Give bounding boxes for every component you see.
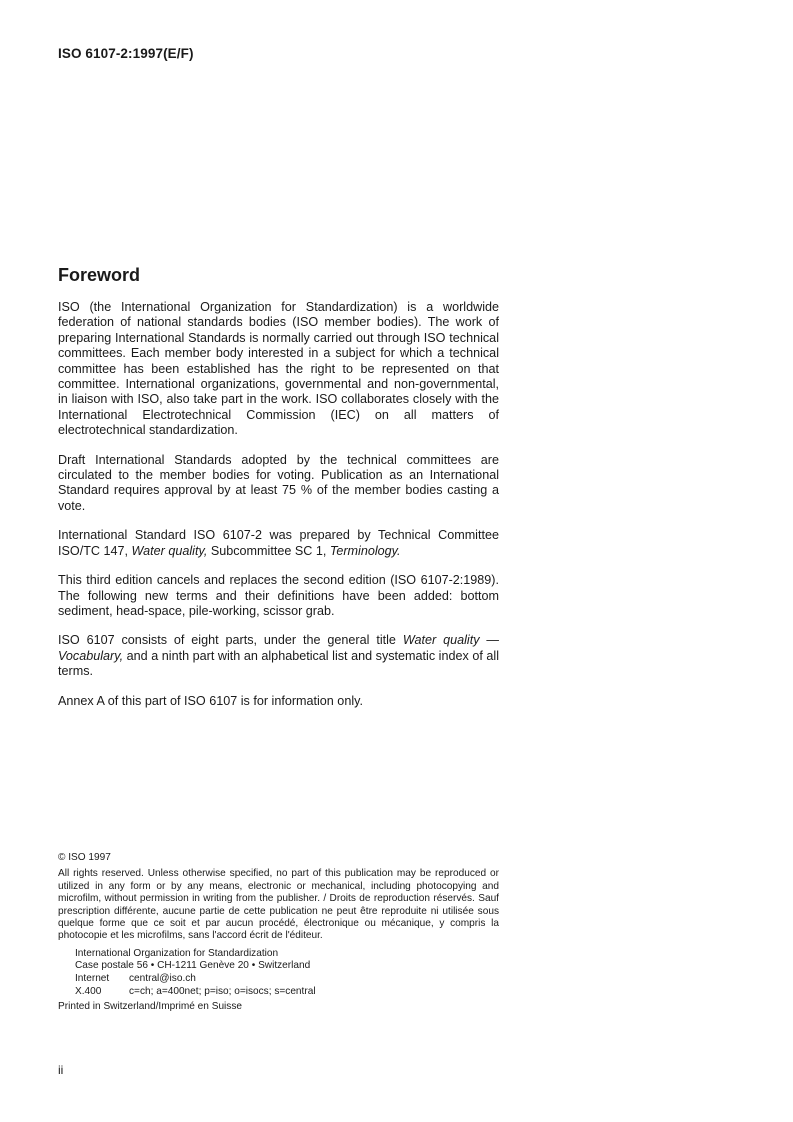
internet-address: central@iso.ch bbox=[129, 973, 196, 985]
postal-address: Case postale 56 • CH-1211 Genève 20 • Switzerland bbox=[75, 960, 311, 972]
parts-text: ISO 6107 consists of eight parts, under the general title bbox=[58, 633, 403, 648]
x400-address: c=ch; a=400net; p=iso; o=isocs; s=central bbox=[129, 985, 316, 997]
paragraph-draft-standards: Draft International Standards adopted by the technical committees are circulated to the member bodies for voting. Publication as an International Standard requires approval by at least 75 % of the member bodies casting a vote. bbox=[58, 452, 499, 513]
series-title: Water quality — Vocabulary, bbox=[58, 633, 499, 663]
paragraph-preparation bbox=[58, 528, 499, 559]
copyright-block bbox=[58, 852, 499, 1014]
paragraph-annex: Annex A of this part of ISO 6107 is for information only. bbox=[58, 693, 363, 708]
internet-row bbox=[75, 973, 499, 986]
subcommittee-text: Subcommittee SC 1, bbox=[207, 543, 330, 558]
org-name: International Organization for Standardization bbox=[75, 947, 279, 959]
preparation-text: International Standard ISO 6107-2 was prepared by Technical Committee ISO/TC 147, bbox=[58, 528, 499, 558]
foreword-section bbox=[58, 265, 499, 723]
printed-in: Printed in Switzerland/Imprimé en Suisse bbox=[58, 1001, 243, 1013]
committee-title: Water quality, bbox=[131, 543, 208, 558]
x400-row bbox=[75, 986, 499, 999]
subcommittee-title: Terminology. bbox=[329, 543, 401, 558]
internet-label: Internet bbox=[75, 973, 110, 985]
section-heading: Foreword bbox=[58, 265, 141, 285]
rights-statement: All rights reserved. Unless otherwise specified, no part of this publication may be reproduced or utilized in any form or by any means, electronic or mechanical, including photocopying and microfilm, without permission in writing from the publisher. / Droits de reproduction réservés. Sauf prescription différente, aucune partie de cette publication ne peut être reproduite ni utilisée sous quelque forme que ce soit et par aucun procédé, électronique ou mécanique, y compris la photocopie et les microfilms, sans l'accord écrit de l'éditeur. bbox=[58, 868, 499, 942]
parts-text-end: and a ninth part with an alphabetical list and systematic index of all terms. bbox=[58, 648, 499, 679]
paragraph-parts bbox=[58, 633, 499, 679]
publisher-address bbox=[75, 948, 499, 998]
copyright-line: © ISO 1997 bbox=[58, 852, 111, 863]
document-code: ISO 6107-2:1997(E/F) bbox=[58, 46, 194, 61]
paragraph-iso-description: ISO (the International Organization for Standardization) is a worldwide federation of national standards bodies (ISO member bodies). The work of preparing International Standards is normally carried out through ISO technical committees. Each member body interested in a subject for which a technical committee has been established has the right to be represented on that committee. International organizations, governmental and non-governmental, in liaison with ISO, also take part in the work. ISO collaborates closely with the International Electrotechnical Commission (IEC) on all matters of electrotechnical standardization. bbox=[58, 300, 499, 438]
page-number: ii bbox=[58, 1063, 64, 1077]
paragraph-edition: This third edition cancels and replaces the second edition (ISO 6107-2:1989). The following new terms and their definitions have been added: bottom sediment, head-space, pile-working, scissor grab. bbox=[58, 573, 499, 618]
x400-label: X.400 bbox=[75, 985, 102, 997]
